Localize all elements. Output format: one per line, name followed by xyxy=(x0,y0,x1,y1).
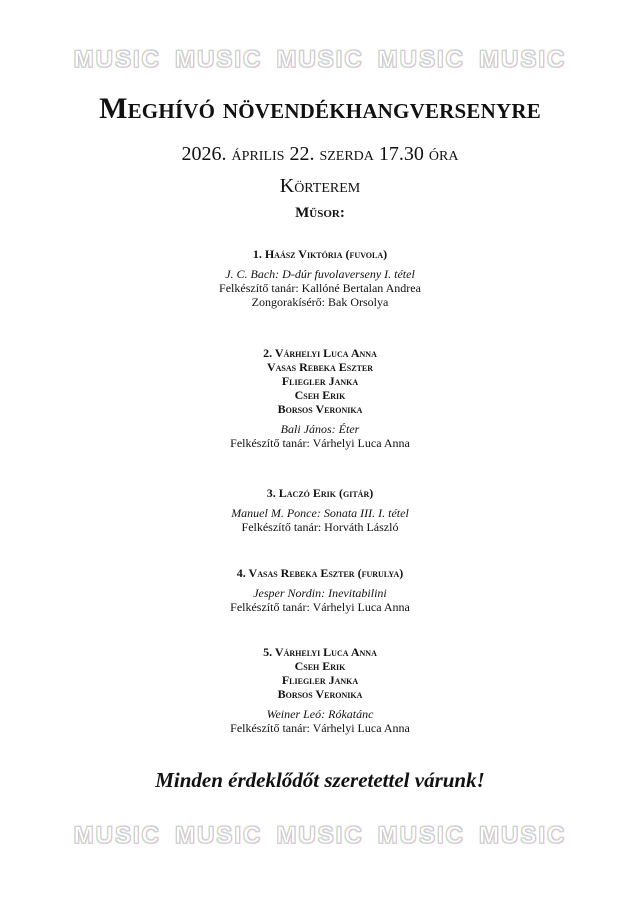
music-word: MUSIC xyxy=(377,822,466,849)
performer: 1. Haász Viktória (fuvola) xyxy=(252,247,388,261)
event-venue: Körterem xyxy=(279,175,361,197)
accompanist-line: Zongorakísérő: Bak Orsolya xyxy=(251,295,389,309)
teacher-line: Felkészítő tanár: Várhelyi Luca Anna xyxy=(230,436,410,450)
music-banner-bottom xyxy=(0,822,640,850)
music-word: MUSIC xyxy=(479,46,567,73)
program-item xyxy=(0,346,640,450)
music-word: MUSIC xyxy=(377,46,466,73)
music-word: MUSIC xyxy=(174,822,263,849)
performer: 2. Várhelyi Luca Anna xyxy=(263,346,377,360)
music-word: MUSIC xyxy=(276,46,364,73)
music-word: MUSIC xyxy=(174,46,263,73)
piece-title: Weiner Leó: Rókatánc xyxy=(266,707,374,721)
music-word: MUSIC xyxy=(73,822,161,849)
program-heading: Műsor: xyxy=(295,205,345,221)
performer: Fliegler Janka xyxy=(281,673,359,687)
event-date: 2026. április 22. szerda 17.30 óra xyxy=(181,143,459,165)
music-word: MUSIC xyxy=(276,822,364,849)
piece-title: Bali János: Éter xyxy=(280,422,360,436)
piece-title: J. C. Bach: D-dúr fuvolaverseny I. tétel xyxy=(225,267,415,281)
performer: Borsos Veronika xyxy=(277,402,363,416)
teacher-line: Felkészítő tanár: Várhelyi Luca Anna xyxy=(230,600,410,614)
closing-message: Minden érdeklődőt szeretettel várunk! xyxy=(155,768,485,792)
performer: 3. Laczó Erik (gitár) xyxy=(266,486,374,500)
performer: Vasas Rebeka Eszter xyxy=(266,360,374,374)
performer: Cseh Erik xyxy=(294,659,346,673)
teacher-line: Felkészítő tanár: Horváth László xyxy=(241,520,399,534)
performer: 4. Vasas Rebeka Eszter (furulya) xyxy=(236,566,404,580)
teacher-line: Felkészítő tanár: Kallóné Bertalan Andrea xyxy=(219,281,421,295)
music-banner-top xyxy=(0,46,640,74)
performer: Borsos Veronika xyxy=(277,687,363,701)
page-title: Meghívó növendékhangversenyre xyxy=(99,92,541,125)
music-word: MUSIC xyxy=(73,46,161,73)
piece-title: Jesper Nordin: Inevitabilini xyxy=(253,586,387,600)
program-item xyxy=(0,566,640,614)
piece-title: Manuel M. Ponce: Sonata III. I. tétel xyxy=(231,506,409,520)
performer: Fliegler Janka xyxy=(281,374,359,388)
program-item xyxy=(0,486,640,534)
program-item xyxy=(0,645,640,735)
performer: 5. Várhelyi Luca Anna xyxy=(263,645,377,659)
performer: Cseh Erik xyxy=(294,388,346,402)
program-item xyxy=(0,247,640,309)
music-word: MUSIC xyxy=(479,822,567,849)
teacher-line: Felkészítő tanár: Várhelyi Luca Anna xyxy=(230,721,410,735)
